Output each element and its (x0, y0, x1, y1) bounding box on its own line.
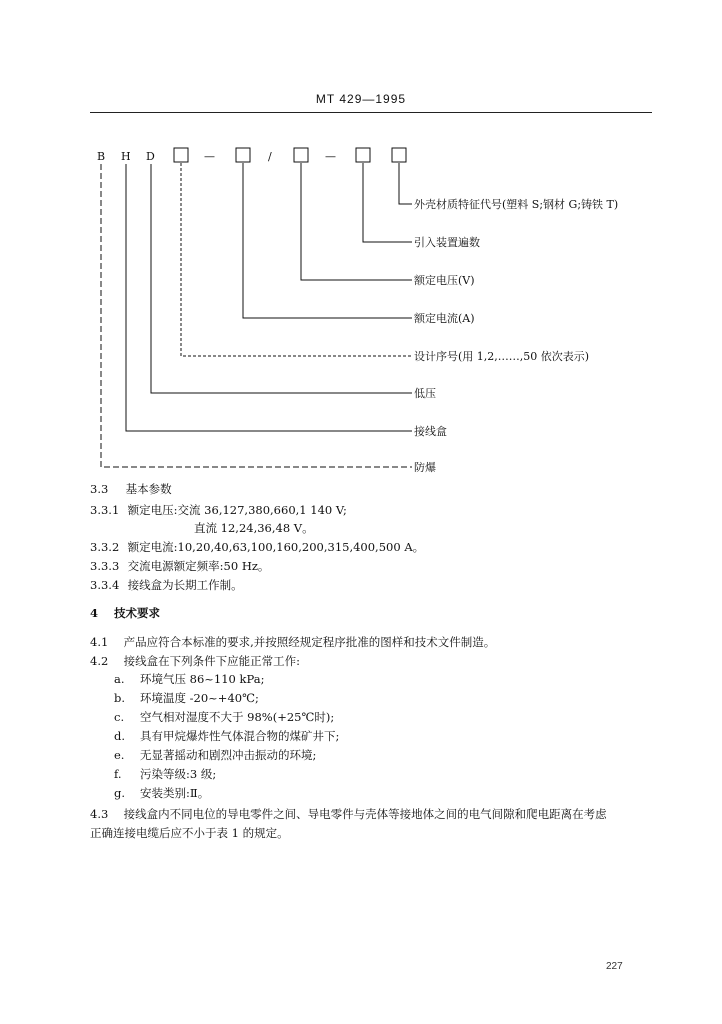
condition-text: 空气相对湿度不大于 98%(+25℃时); (140, 710, 335, 724)
leader-explosion-proof (101, 164, 412, 467)
code-box-current (236, 148, 250, 162)
section-number: 4 (90, 606, 99, 620)
section-title: 技术要求 (114, 606, 161, 620)
leader-current (243, 163, 412, 318)
condition-item (114, 671, 264, 687)
condition-item (114, 766, 216, 782)
section-4-heading (90, 605, 160, 621)
leader-junction-box (126, 164, 412, 431)
clause-number: 4.1 (90, 635, 109, 649)
condition-text: 环境温度 -20~+40℃; (140, 691, 259, 705)
clause-number: 4.3 (90, 807, 109, 821)
leader-entries (363, 163, 412, 242)
clause-3-3-4 (90, 577, 243, 593)
clause-text: 接线盒内不同电位的导电零件之间、导电零件与壳体等接地体之间的电气间隙和爬电距离在考虑 (123, 807, 607, 821)
condition-item (114, 785, 209, 801)
clause-text: 产品应符合本标准的要求,并按照经规定程序批准的图样和技术文件制造。 (123, 635, 496, 649)
separator-dash-1: — (204, 150, 215, 163)
code-box-design-no (174, 148, 188, 162)
condition-item (114, 728, 339, 744)
condition-mark: g. (114, 786, 126, 800)
separator-slash: / (268, 150, 272, 163)
condition-text: 污染等级:3 级; (140, 767, 217, 781)
leader-voltage (301, 163, 412, 280)
label-entry-count: 引入装置遍数 (414, 236, 480, 249)
label-low-voltage: 低压 (414, 387, 436, 400)
model-letter-d: D (146, 150, 155, 163)
condition-mark: d. (114, 729, 126, 743)
condition-mark: c. (114, 710, 125, 724)
condition-text: 环境气压 86~110 kPa; (140, 672, 265, 686)
condition-text: 安装类别:Ⅱ。 (140, 786, 210, 800)
model-letter-h: H (121, 150, 131, 163)
clause-text: 接线盒为长期工作制。 (127, 578, 243, 592)
clause-text: 额定电压:交流 36,127,380,660,1 140 V; (127, 503, 347, 517)
clause-3-3-1-dc: 直流 12,24,36,48 V。 (194, 521, 314, 535)
clause-3-3-1 (90, 502, 347, 518)
clause-number: 4.2 (90, 654, 109, 668)
code-box-entries (356, 148, 370, 162)
clause-4-3-continued: 正确连接电缆后应不小于表 1 的规定。 (90, 826, 289, 840)
condition-text: 具有甲烷爆炸性气体混合物的煤矿井下; (140, 729, 340, 743)
label-rated-current: 额定电流(A) (414, 312, 475, 325)
leader-design-no (181, 163, 412, 356)
clause-number: 3.3.2 (90, 540, 120, 554)
condition-item (114, 709, 334, 725)
section-number: 3.3 (90, 482, 109, 496)
leader-low-voltage (151, 164, 412, 393)
code-box-material (392, 148, 406, 162)
label-rated-voltage: 额定电压(V) (414, 274, 475, 287)
condition-mark: a. (114, 672, 125, 686)
clause-text: 交流电源额定频率:50 Hz。 (127, 559, 270, 573)
clause-3-3-2 (90, 539, 424, 555)
condition-mark: b. (114, 691, 126, 705)
clause-4-3 (90, 806, 607, 822)
model-code-diagram (0, 0, 722, 480)
separator-dash-2: — (325, 150, 336, 163)
clause-4-1 (90, 634, 495, 650)
clause-4-2 (90, 653, 300, 669)
leader-material (399, 163, 412, 204)
clause-number: 3.3.3 (90, 559, 120, 573)
label-shell-material: 外壳材质特征代号(塑料 S;钢材 G;铸铁 T) (414, 198, 619, 211)
label-design-number: 设计序号(用 1,2,……,50 依次表示) (414, 350, 590, 363)
clause-text: 额定电流:10,20,40,63,100,160,200,315,400,500 A。 (127, 540, 425, 554)
standard-number-header: MT 429—1995 (315, 92, 407, 106)
condition-text: 无显著摇动和剧烈冲击振动的环境; (140, 748, 317, 762)
page-number: 227 (606, 961, 623, 972)
clause-3-3-3 (90, 558, 269, 574)
condition-item (114, 747, 316, 763)
clause-number: 3.3.4 (90, 578, 120, 592)
section-title: 基本参数 (125, 482, 172, 496)
condition-mark: e. (114, 748, 125, 762)
code-box-voltage (294, 148, 308, 162)
model-letter-b: B (97, 150, 106, 163)
label-explosion-proof: 防爆 (414, 461, 436, 474)
label-junction-box: 接线盒 (414, 425, 447, 438)
clause-number: 3.3.1 (90, 503, 120, 517)
condition-mark: f. (114, 767, 122, 781)
clause-text: 接线盒在下列条件下应能正常工作: (123, 654, 301, 668)
section-3-3-heading (90, 481, 172, 497)
condition-item (114, 690, 259, 706)
